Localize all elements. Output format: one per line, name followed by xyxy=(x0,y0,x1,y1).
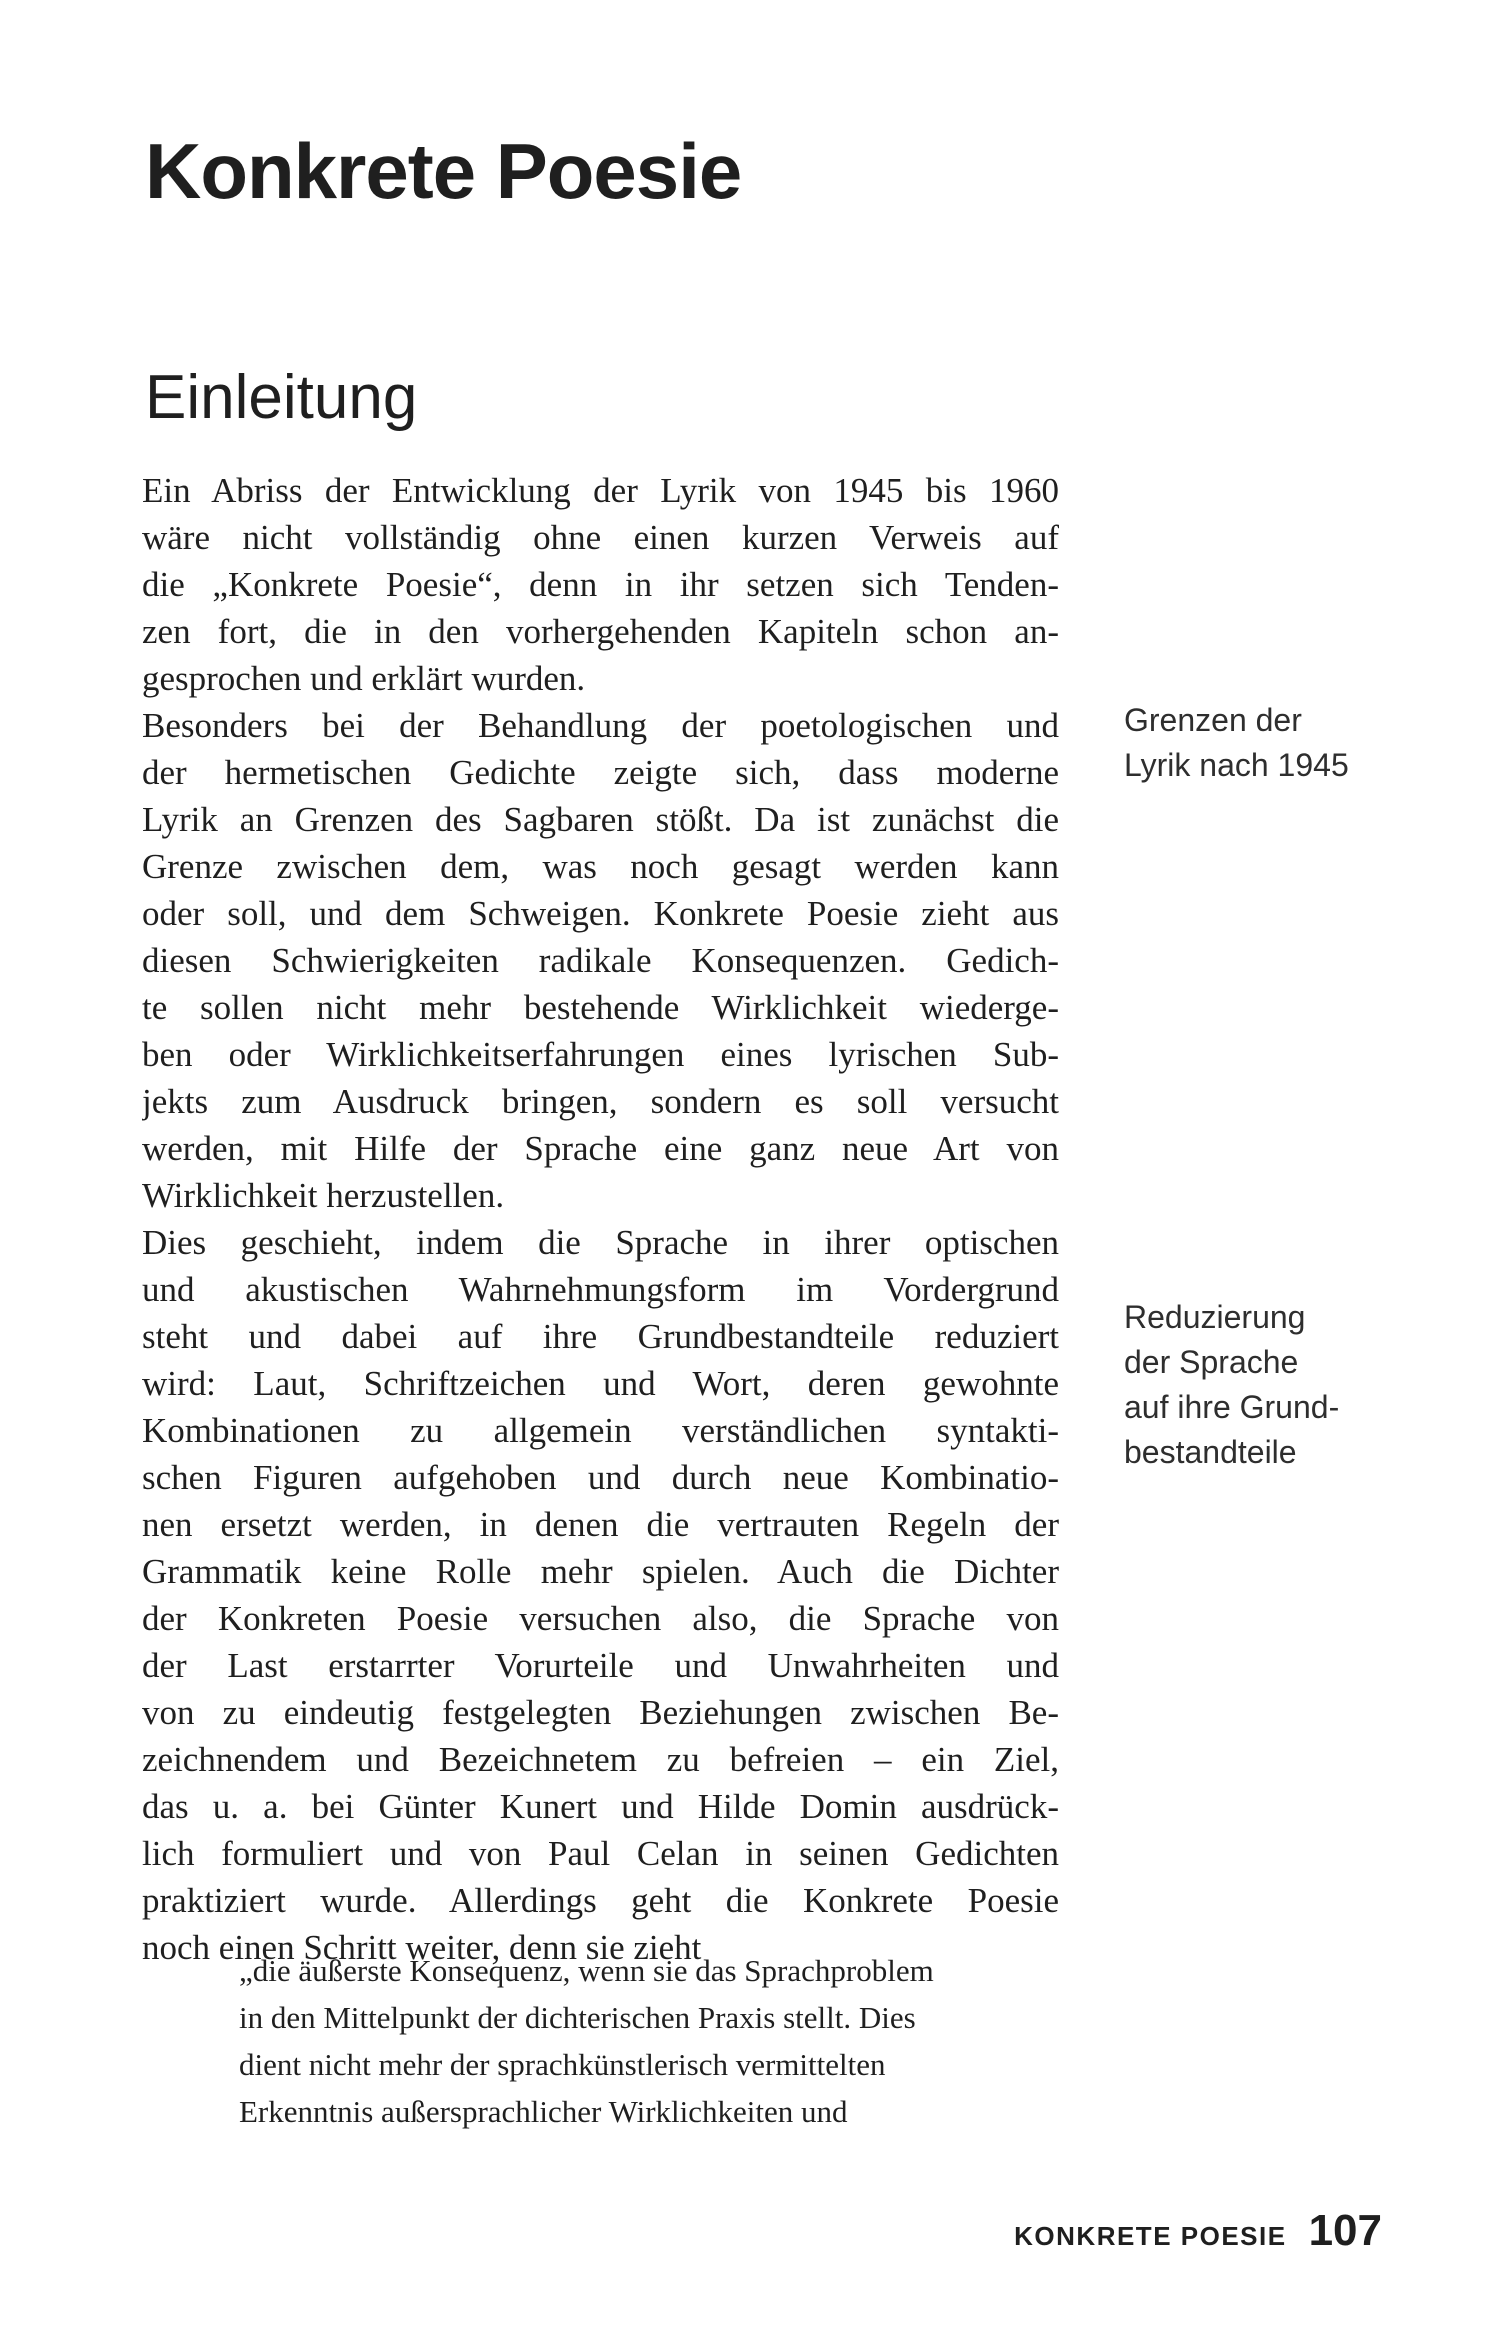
block-quote xyxy=(239,1947,1059,2135)
text-line: zeichnendem und Bezeichnetem zu befreien – ein Ziel, xyxy=(142,1740,1059,1779)
text-line: Grammatik keine Rolle mehr spielen. Auch die Dichter xyxy=(142,1552,1059,1591)
text-line: und akustischen Wahrnehmungsform im Vordergrund xyxy=(142,1270,1059,1309)
text-line: Grenze zwischen dem, was noch gesagt werden kann xyxy=(142,847,1059,886)
text-line: Grenzen der xyxy=(1124,702,1302,738)
margin-note-grenzen-der-lyrik xyxy=(1124,698,1414,788)
text-line: diesen Schwierigkeiten radikale Konsequenzen. Gedich- xyxy=(142,941,1059,980)
running-chapter-label: KONKRETE POESIE xyxy=(1014,2221,1287,2251)
text-line: der Konkreten Poesie versuchen also, die Sprache von xyxy=(142,1599,1059,1638)
text-line: Wirklichkeit herzustellen. xyxy=(142,1176,505,1215)
text-line: das u. a. bei Günter Kunert und Hilde Domin ausdrück- xyxy=(142,1787,1059,1826)
text-line: ben oder Wirklichkeitserfahrungen eines lyrischen Sub- xyxy=(142,1035,1059,1074)
text-line: Reduzierung xyxy=(1124,1299,1306,1335)
text-line: Ein Abriss der Entwicklung der Lyrik von 1945 bis 1960 xyxy=(142,471,1059,510)
text-line: der Last erstarrter Vorurteile und Unwahrheiten und xyxy=(142,1646,1059,1685)
text-line: wird: Laut, Schriftzeichen und Wort, deren gewohnte xyxy=(142,1364,1059,1403)
text-line: Lyrik an Grenzen des Sagbaren stößt. Da ist zunächst die xyxy=(142,800,1059,839)
text-line: Dies geschieht, indem die Sprache in ihrer optischen xyxy=(142,1223,1059,1262)
text-line: Besonders bei der Behandlung der poetologischen und xyxy=(142,706,1059,745)
text-line: dient nicht mehr der sprachkünstlerisch vermittelten xyxy=(239,2047,886,2082)
page-footer xyxy=(1014,2206,1382,2256)
paragraph xyxy=(142,702,1059,1219)
text-line: nen ersetzt werden, in denen die vertrauten Regeln der xyxy=(142,1505,1059,1544)
section-heading: Einleitung xyxy=(145,363,418,432)
text-line: auf ihre Grund- xyxy=(1124,1389,1340,1425)
text-line: Lyrik nach 1945 xyxy=(1124,747,1349,783)
paragraph xyxy=(142,467,1059,702)
text-line: wäre nicht vollständig ohne einen kurzen Verweis auf xyxy=(142,518,1059,557)
text-line: te sollen nicht mehr bestehende Wirklichkeit wiederge- xyxy=(142,988,1059,1027)
text-line: noch einen Schritt weiter, denn sie zieht xyxy=(142,1928,702,1967)
text-line: die „Konkrete Poesie“, denn in ihr setzen sich Tenden- xyxy=(142,565,1059,604)
text-line: bestandteile xyxy=(1124,1434,1297,1470)
text-line: „die äußerste Konsequenz, wenn sie das Sprachproblem xyxy=(239,1953,934,1988)
text-line: der Sprache xyxy=(1124,1344,1299,1380)
page-title: Konkrete Poesie xyxy=(145,127,742,215)
text-line: oder soll, und dem Schweigen. Konkrete Poesie zieht aus xyxy=(142,894,1059,933)
margin-note-reduzierung-der-sprache xyxy=(1124,1295,1414,1475)
text-line: Kombinationen zu allgemein verständlichen syntakti- xyxy=(142,1411,1059,1450)
text-line: schen Figuren aufgehoben und durch neue Kombinatio- xyxy=(142,1458,1059,1497)
text-line: in den Mittelpunkt der dichterischen Praxis stellt. Dies xyxy=(239,2000,916,2035)
body-text xyxy=(142,467,1059,1971)
text-line: steht und dabei auf ihre Grundbestandteile reduziert xyxy=(142,1317,1059,1356)
text-line: der hermetischen Gedichte zeigte sich, dass moderne xyxy=(142,753,1059,792)
page-number: 107 xyxy=(1308,2206,1382,2255)
paragraph xyxy=(142,1219,1059,1971)
text-line: von zu eindeutig festgelegten Beziehungen zwischen Be- xyxy=(142,1693,1059,1732)
text-line: werden, mit Hilfe der Sprache eine ganz neue Art von xyxy=(142,1129,1059,1168)
text-line: praktiziert wurde. Allerdings geht die Konkrete Poesie xyxy=(142,1881,1059,1920)
text-line: Erkenntnis außersprachlicher Wirklichkeiten und xyxy=(239,2094,848,2129)
text-line: zen fort, die in den vorhergehenden Kapiteln schon an- xyxy=(142,612,1059,651)
text-line: lich formuliert und von Paul Celan in seinen Gedichten xyxy=(142,1834,1059,1873)
text-line: gesprochen und erklärt wurden. xyxy=(142,659,586,698)
text-line: jekts zum Ausdruck bringen, sondern es soll versucht xyxy=(142,1082,1059,1121)
